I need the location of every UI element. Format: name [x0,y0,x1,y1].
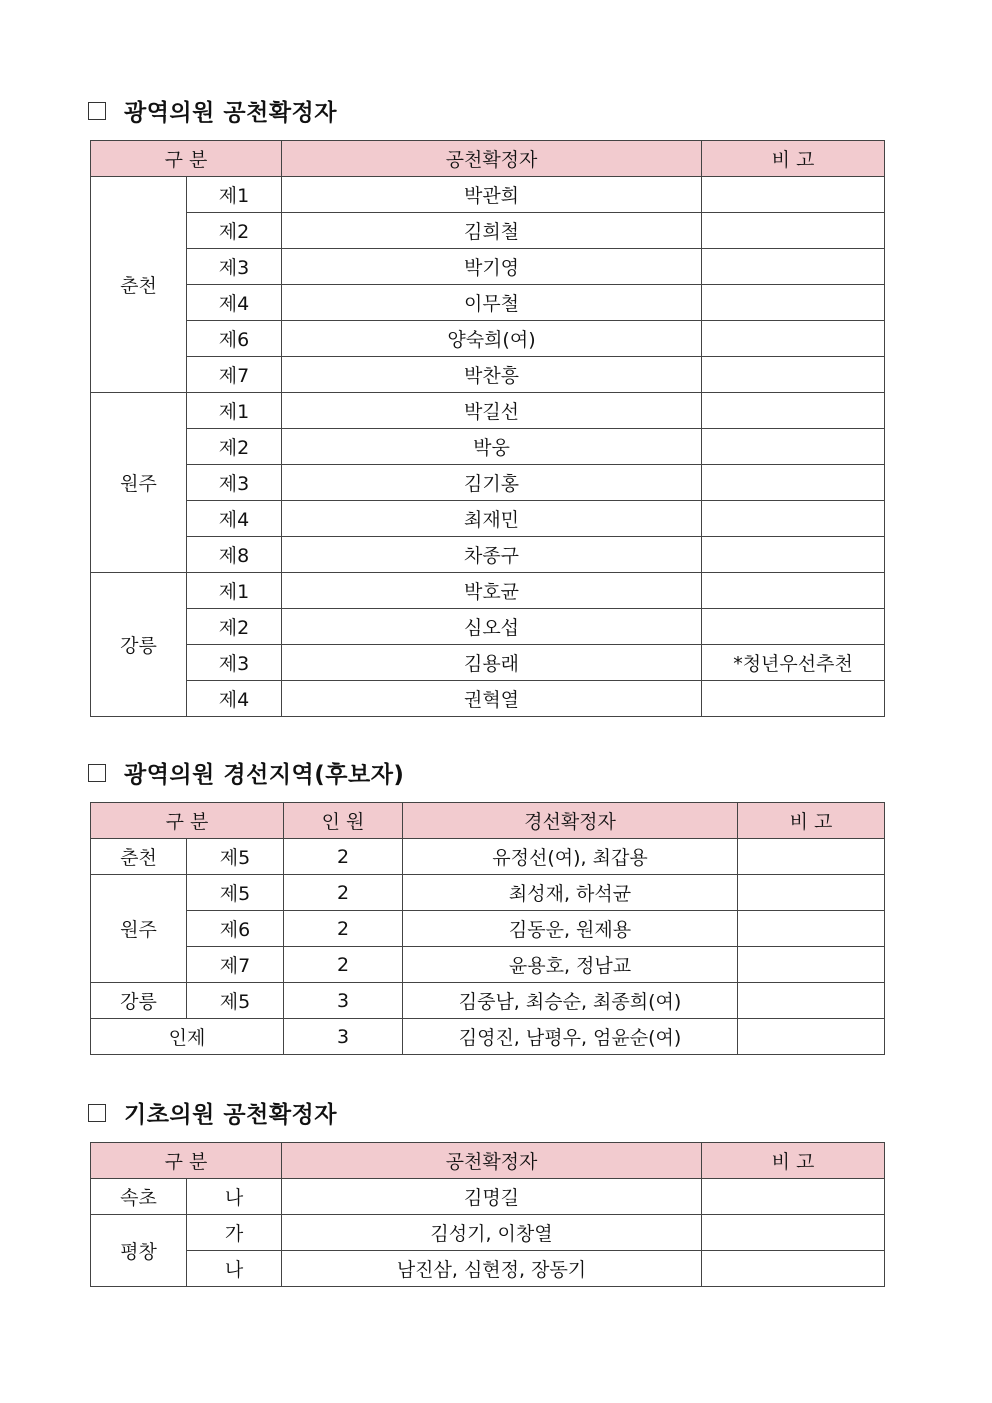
count-cell: 2 [284,911,403,947]
count-cell: 2 [284,947,403,983]
table-row [91,501,885,537]
district-cell: 제3 [187,645,282,681]
header-candidate: 경선확정자 [403,803,738,839]
candidate-cell: 김용래 [282,645,702,681]
note-cell [738,947,885,983]
header-note: 비 고 [702,141,885,177]
district-cell: 제4 [187,285,282,321]
section-title-provincial-nominees: 광역의원 공천확정자 [88,94,337,127]
candidate-cell: 김성기, 이창열 [282,1215,702,1251]
table-row [91,1179,885,1215]
candidate-cell: 이무철 [282,285,702,321]
note-cell [738,911,885,947]
district-cell: 제3 [187,249,282,285]
header-note: 비 고 [702,1143,885,1179]
table-row [91,573,885,609]
note-cell [702,285,885,321]
header-note: 비 고 [738,803,885,839]
district-cell: 제4 [187,501,282,537]
note-cell [702,393,885,429]
table-row [91,609,885,645]
candidate-cell: 박찬흥 [282,357,702,393]
note-cell [738,839,885,875]
note-cell [702,249,885,285]
note-cell [702,573,885,609]
district-cell: 제8 [187,537,282,573]
checkbox-square-icon [88,102,106,120]
district-cell: 제4 [187,681,282,717]
district-cell: 제2 [187,609,282,645]
district-cell: 제5 [187,839,284,875]
table-row [91,429,885,465]
note-cell [702,609,885,645]
candidate-cell: 김희철 [282,213,702,249]
candidate-cell: 차종구 [282,537,702,573]
region-cell: 강릉 [91,983,187,1019]
region-cell: 원주 [91,393,187,573]
note-cell [702,213,885,249]
note-cell [738,983,885,1019]
table-row [91,1215,885,1251]
note-cell: *청년우선추천 [702,645,885,681]
table-row [91,465,885,501]
note-cell [702,357,885,393]
note-cell [702,1215,885,1251]
candidate-cell: 박호균 [282,573,702,609]
table-row [91,285,885,321]
candidate-cell: 최성재, 하석균 [403,875,738,911]
district-cell: 제1 [187,177,282,213]
table-row [91,645,885,681]
district-cell: 제6 [187,321,282,357]
provincial-nominees-table [90,140,885,717]
region-cell: 춘천 [91,177,187,393]
header-candidate: 공천확정자 [282,141,702,177]
count-cell: 2 [284,839,403,875]
table-row [91,177,885,213]
district-cell: 제3 [187,465,282,501]
region-cell: 강릉 [91,573,187,717]
count-cell: 3 [284,983,403,1019]
region-cell: 원주 [91,875,187,983]
candidate-cell: 박기영 [282,249,702,285]
table-row [91,839,885,875]
table-row [91,911,885,947]
note-cell [702,429,885,465]
table-header-row [91,1143,885,1179]
candidate-cell: 권혁열 [282,681,702,717]
region-cell: 속초 [91,1179,187,1215]
candidate-cell: 양숙희(여) [282,321,702,357]
checkbox-square-icon [88,1104,106,1122]
region-cell: 춘천 [91,839,187,875]
candidate-cell: 최재민 [282,501,702,537]
candidate-cell: 심오섭 [282,609,702,645]
candidate-cell: 박웅 [282,429,702,465]
district-cell: 제7 [187,357,282,393]
region-cell: 평창 [91,1215,187,1287]
table-row [91,393,885,429]
header-division: 구 분 [91,803,284,839]
count-cell: 3 [284,1019,403,1055]
table-row [91,1251,885,1287]
candidate-cell: 김영진, 남평우, 엄윤순(여) [403,1019,738,1055]
table-row [91,357,885,393]
candidate-cell: 박관희 [282,177,702,213]
section-title-local-nominees: 기초의원 공천확정자 [88,1096,337,1129]
table-row [91,875,885,911]
note-cell [702,537,885,573]
district-cell: 제7 [187,947,284,983]
district-cell: 제6 [187,911,284,947]
candidate-cell: 김기홍 [282,465,702,501]
table-row [91,681,885,717]
table-header-row [91,803,885,839]
note-cell [702,177,885,213]
region-cell: 인제 [91,1019,284,1055]
table-row [91,249,885,285]
table-row [91,1019,885,1055]
candidate-cell: 박길선 [282,393,702,429]
candidate-cell: 김명길 [282,1179,702,1215]
primary-candidates-table [90,802,885,1055]
note-cell [702,321,885,357]
district-cell: 나 [187,1251,282,1287]
district-cell: 제5 [187,983,284,1019]
candidate-cell: 남진삼, 심현정, 장동기 [282,1251,702,1287]
table-header-row [91,141,885,177]
district-cell: 제1 [187,393,282,429]
table-row [91,947,885,983]
district-cell: 제2 [187,213,282,249]
table-row [91,983,885,1019]
table-row [91,321,885,357]
candidate-cell: 김동운, 원제용 [403,911,738,947]
header-count: 인 원 [284,803,403,839]
header-division: 구 분 [91,1143,282,1179]
district-cell: 제5 [187,875,284,911]
checkbox-square-icon [88,764,106,782]
district-cell: 가 [187,1215,282,1251]
table-row [91,537,885,573]
candidate-cell: 유정선(여), 최갑용 [403,839,738,875]
district-cell: 나 [187,1179,282,1215]
candidate-cell: 김중남, 최승순, 최종희(여) [403,983,738,1019]
candidate-cell: 윤용호, 정남교 [403,947,738,983]
note-cell [702,465,885,501]
count-cell: 2 [284,875,403,911]
note-cell [738,875,885,911]
header-candidate: 공천확정자 [282,1143,702,1179]
local-nominees-table [90,1142,885,1287]
district-cell: 제2 [187,429,282,465]
note-cell [702,1179,885,1215]
section-title-primary-regions: 광역의원 경선지역(후보자) [88,756,404,789]
table-row [91,213,885,249]
header-division: 구 분 [91,141,282,177]
note-cell [738,1019,885,1055]
district-cell: 제1 [187,573,282,609]
note-cell [702,1251,885,1287]
note-cell [702,501,885,537]
note-cell [702,681,885,717]
